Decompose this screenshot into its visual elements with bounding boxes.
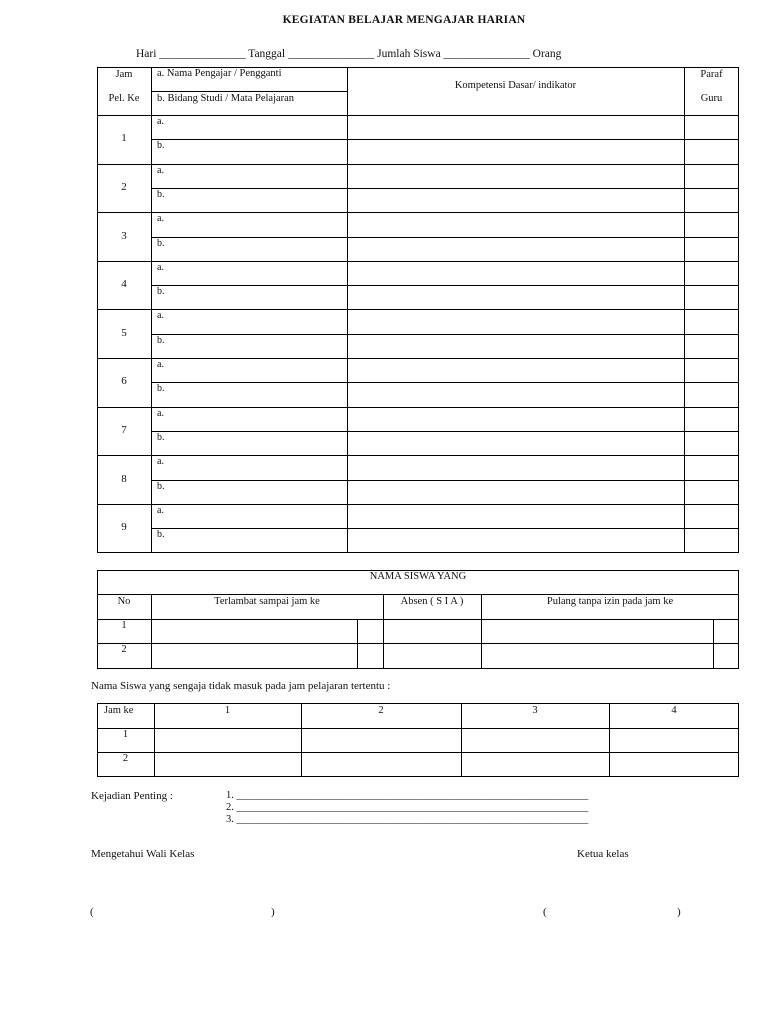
col-header: 3 — [532, 705, 538, 716]
event-line-2: 2. ___________________________________________________________________ — [226, 802, 589, 813]
table-divider — [713, 619, 714, 669]
subrow-divider — [151, 431, 739, 432]
col-teacher-label: a. Nama Pengajar / Pengganti — [157, 68, 282, 79]
table-divider — [97, 594, 739, 595]
class-leader-label: Ketua kelas — [577, 848, 629, 860]
col-subject-label: b. Bidang Studi / Mata Pelajaran — [157, 93, 295, 104]
header-divider — [151, 91, 347, 92]
events-label: Kejadian Penting : — [91, 790, 173, 802]
col-kd-label: Kompetensi Dasar/ indikator — [454, 80, 577, 91]
signature-paren-open: ( — [543, 906, 547, 918]
subrow-divider — [151, 528, 739, 529]
row-divider — [97, 261, 739, 262]
signature-paren-close: ) — [677, 906, 681, 918]
header-bottom-line — [97, 115, 739, 116]
lesson-number: 3 — [121, 229, 127, 242]
subrow-b-label: b. — [157, 237, 165, 249]
student-table-title: NAMA SISWA YANG — [369, 571, 467, 582]
page-title: KEGIATAN BELAJAR MENGAJAR HARIAN — [282, 14, 526, 26]
lesson-number: 6 — [121, 375, 127, 388]
subrow-divider — [151, 334, 739, 335]
subrow-divider — [151, 237, 739, 238]
subrow-a-label: a. — [157, 116, 164, 127]
subrow-b-label: b. — [157, 529, 165, 541]
row-number: 2 — [122, 753, 129, 764]
col-jam-label: Jam — [115, 69, 133, 80]
homeroom-teacher-label: Mengetahui Wali Kelas — [91, 848, 195, 860]
subrow-b-label: b. — [157, 383, 165, 395]
subrow-b-label: b. — [157, 480, 165, 492]
col-no-label: No — [117, 596, 131, 607]
lesson-number: 5 — [121, 326, 127, 339]
lesson-number: 2 — [121, 180, 127, 193]
row-divider — [97, 455, 739, 456]
table-divider — [97, 643, 739, 644]
subrow-divider — [151, 139, 739, 140]
header-fields: Hari _______________ Tanggal _______________ Jumlah Siswa _______________ Orang — [136, 48, 562, 60]
row-divider — [97, 309, 739, 310]
table-divider — [357, 619, 358, 669]
col-pel-ke-label: Pel. Ke — [108, 93, 140, 104]
col-header: 1 — [224, 705, 231, 716]
subrow-b-label: b. — [157, 140, 165, 152]
subrow-a-label: a. — [157, 310, 164, 322]
subrow-a-label: a. — [157, 456, 164, 468]
subrow-a-label: a. — [157, 164, 164, 176]
row-number: 2 — [121, 644, 127, 655]
subrow-a-label: a. — [157, 359, 164, 370]
subrow-a-label: a. — [157, 504, 164, 516]
subrow-b-label: b. — [157, 334, 165, 346]
col-absent-label: Absen ( S I A ) — [400, 596, 464, 607]
subrow-divider — [151, 285, 739, 286]
subrow-b-label: b. — [157, 431, 165, 443]
lesson-number: 9 — [121, 521, 127, 534]
row-divider — [97, 358, 739, 359]
table-divider — [97, 728, 739, 729]
col-header: 4 — [671, 705, 677, 716]
subrow-b-label: b. — [157, 286, 165, 298]
lesson-number: 8 — [121, 472, 127, 485]
row-divider — [97, 504, 739, 505]
signature-paren-open: ( — [90, 906, 94, 918]
subrow-divider — [151, 188, 739, 189]
row-number: 1 — [122, 729, 129, 740]
col-late-label: Terlambat sampai jam ke — [214, 596, 320, 607]
lesson-number: 1 — [121, 132, 127, 145]
subrow-a-label: a. — [157, 261, 164, 273]
subrow-a-label: a. — [157, 213, 164, 225]
row-divider — [97, 212, 739, 213]
subrow-divider — [151, 480, 739, 481]
event-line-3: 3. ___________________________________________________________________ — [226, 814, 589, 825]
lesson-number: 4 — [121, 278, 127, 291]
col-header: 2 — [378, 705, 384, 716]
subrow-a-label: a. — [157, 407, 164, 419]
col-leave-label: Pulang tanpa izin pada jam ke — [546, 596, 674, 607]
event-line-1: 1. ___________________________________________________________________ — [226, 790, 589, 801]
row-divider — [97, 407, 739, 408]
row-divider — [97, 164, 739, 165]
subrow-b-label: b. — [157, 188, 165, 200]
col-paraf-label: Paraf — [700, 69, 723, 80]
skip-caption: Nama Siswa yang sengaja tidak masuk pada jam pelajaran tertentu : — [91, 680, 391, 692]
table-divider — [97, 619, 739, 620]
row-number: 1 — [121, 620, 127, 631]
lesson-number: 7 — [121, 423, 127, 436]
table-divider — [97, 752, 739, 753]
subrow-divider — [151, 382, 739, 383]
signature-paren-close: ) — [271, 906, 275, 918]
col-guru-label: Guru — [700, 93, 723, 104]
col-jam-ke-label: Jam ke — [104, 705, 134, 716]
